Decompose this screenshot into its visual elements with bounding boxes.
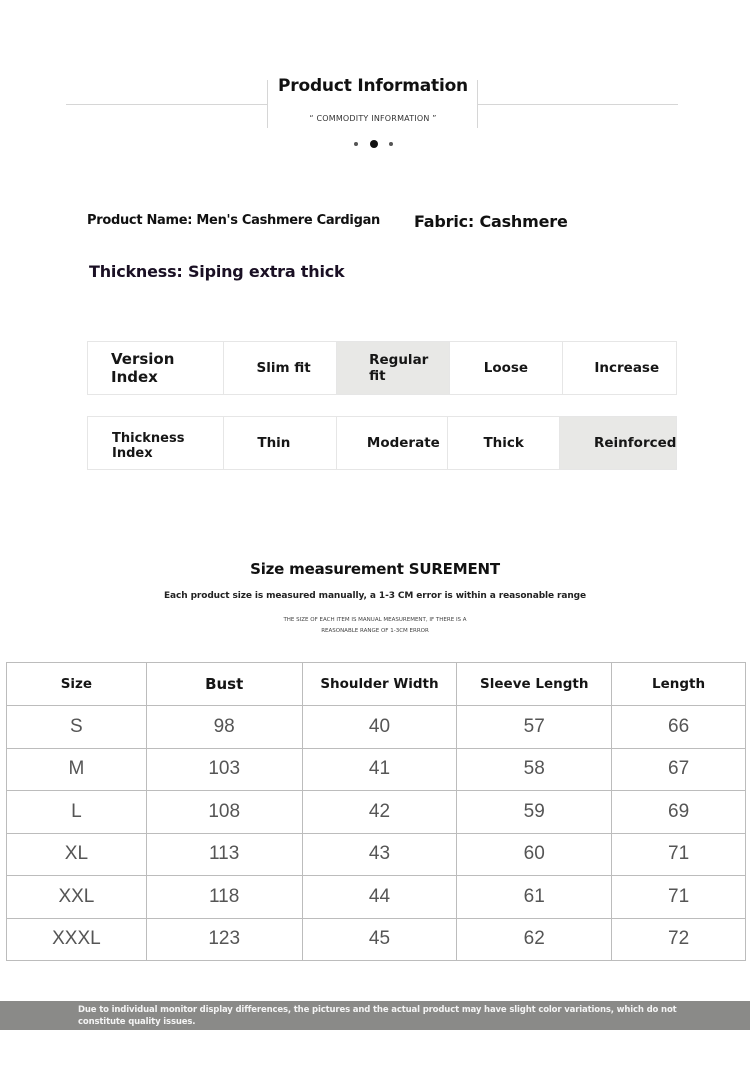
cell-shoulder-width: 40 bbox=[302, 706, 457, 749]
cell-length: 66 bbox=[612, 706, 746, 749]
table-row bbox=[7, 833, 746, 876]
product-fabric: Fabric: Cashmere bbox=[414, 212, 568, 231]
table-row bbox=[7, 706, 746, 749]
cell-bust: 103 bbox=[146, 748, 302, 791]
header-bust: Bust bbox=[146, 663, 302, 706]
table-row bbox=[7, 791, 746, 834]
dot-indicator-icon bbox=[389, 142, 393, 146]
header-divider-right bbox=[478, 104, 678, 105]
cell-shoulder-width: 45 bbox=[302, 918, 457, 961]
thickness-option-thin: Thin bbox=[224, 417, 337, 469]
version-index-row bbox=[87, 341, 677, 395]
version-option-regular-fit bbox=[337, 342, 450, 394]
version-option-increase: Increase bbox=[594, 360, 660, 376]
cell-size: XXXL bbox=[7, 918, 147, 961]
header-divider-left bbox=[66, 104, 268, 105]
product-name: Product Name: Men's Cashmere Cardigan bbox=[87, 213, 381, 228]
size-section-note-small bbox=[0, 615, 750, 637]
page-subtitle: “ COMMODITY INFORMATION ” bbox=[309, 114, 437, 123]
header-length: Length bbox=[612, 663, 746, 706]
cell-bust: 113 bbox=[146, 833, 302, 876]
cell-length: 72 bbox=[612, 918, 746, 961]
table-row bbox=[7, 748, 746, 791]
size-section-title: Size measurement SUREMENT bbox=[250, 560, 500, 578]
dot-indicator-active-icon bbox=[370, 140, 378, 148]
header-shoulder-width: Shoulder Width bbox=[302, 663, 457, 706]
thickness-option-moderate: Moderate bbox=[337, 417, 449, 469]
version-index-label: Version Index bbox=[88, 342, 224, 394]
cell-bust: 98 bbox=[146, 706, 302, 749]
cell-shoulder-width: 44 bbox=[302, 876, 457, 919]
version-option-loose: Loose bbox=[450, 342, 564, 394]
size-table-header-row bbox=[7, 663, 746, 706]
cell-length: 69 bbox=[612, 791, 746, 834]
thickness-option-reinforced: Reinforced bbox=[560, 417, 676, 469]
cell-sleeve-length: 57 bbox=[457, 706, 612, 749]
size-note-small-line-2: REASONABLE RANGE OF 1-3CM ERROR bbox=[321, 628, 429, 634]
thickness-option-thick: Thick bbox=[448, 417, 560, 469]
cell-bust: 118 bbox=[146, 876, 302, 919]
cell-size: L bbox=[7, 791, 147, 834]
header-size: Size bbox=[7, 663, 147, 706]
cell-sleeve-length: 60 bbox=[457, 833, 612, 876]
cell-bust: 108 bbox=[146, 791, 302, 834]
table-row bbox=[7, 918, 746, 961]
cell-size: M bbox=[7, 748, 147, 791]
cell-length: 67 bbox=[612, 748, 746, 791]
page-title: Product Information bbox=[278, 76, 468, 96]
disclaimer-text: Due to individual monitor display differences, the pictures and the actual product may have slight color variations, which do not constitute quality issues. bbox=[78, 1005, 677, 1027]
size-table bbox=[6, 662, 746, 961]
disclaimer-banner bbox=[0, 1001, 750, 1030]
cell-shoulder-width: 43 bbox=[302, 833, 457, 876]
cell-size: XL bbox=[7, 833, 147, 876]
cell-shoulder-width: 42 bbox=[302, 791, 457, 834]
size-note-small-line-1: THE SIZE OF EACH ITEM IS MANUAL MEASUREMENT, IF THERE IS A bbox=[283, 617, 467, 623]
cell-length: 71 bbox=[612, 833, 746, 876]
cell-size: S bbox=[7, 706, 147, 749]
cell-length: 71 bbox=[612, 876, 746, 919]
cell-sleeve-length: 62 bbox=[457, 918, 612, 961]
cell-size: XXL bbox=[7, 876, 147, 919]
cell-sleeve-length: 61 bbox=[457, 876, 612, 919]
thickness-index-row bbox=[87, 416, 677, 470]
product-thickness: Thickness: Siping extra thick bbox=[89, 262, 345, 281]
header-sleeve-length: Sleeve Length bbox=[457, 663, 612, 706]
table-row bbox=[7, 876, 746, 919]
dot-indicator-icon bbox=[354, 142, 358, 146]
size-section-note: Each product size is measured manually, a 1-3 CM error is within a reasonable range bbox=[163, 591, 587, 601]
version-option-slim-fit: Slim fit bbox=[224, 342, 337, 394]
version-option-regular-fit-label: Regular fit bbox=[369, 352, 429, 384]
cell-shoulder-width: 41 bbox=[302, 748, 457, 791]
cell-bust: 123 bbox=[146, 918, 302, 961]
thickness-index-label: Thickness Index bbox=[88, 417, 224, 469]
cell-sleeve-length: 58 bbox=[457, 748, 612, 791]
cell-sleeve-length: 59 bbox=[457, 791, 612, 834]
